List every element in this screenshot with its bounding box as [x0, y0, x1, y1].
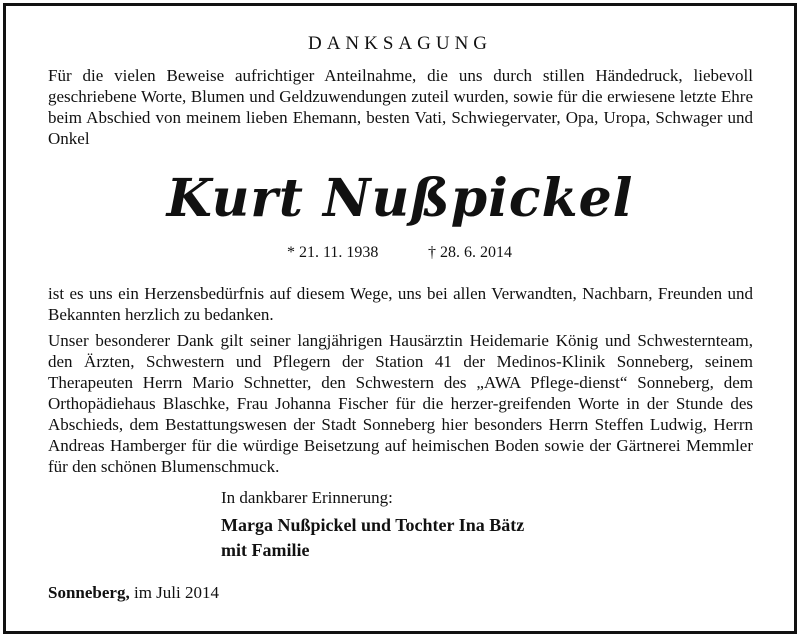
place-date-line — [48, 583, 219, 603]
birth-date: * 21. 11. 1938 — [287, 244, 379, 261]
signature-line-1: Marga Nußpickel und Tochter Ina Bätz — [221, 515, 525, 535]
signature-line-2: mit Familie — [221, 540, 310, 560]
special-thanks-paragraph: Unser besonderer Dank gilt seiner langjährigen Hausärztin Heidemarie König und Schwesternteam, den Ärzten, Schwestern und Pflegern der Station 41 der Medinos-Klinik Sonneberg, seinem Therapeuten Herrn Mario Schnetter, den Schwestern des „AWA Pflege-dienst“ Sonneberg, dem Orthopädiehaus Blaschke, Frau Johanna Fischer für die herzer-greifenden Worte in der Stunde des Abschieds, dem Bestattungswesen der Stadt Sonneberg hier besonders Herrn Steffen Ludwig, Herrn Andreas Hamberger für die würdige Beisetzung auf heimischen Boden sowie der Gärtnerei Memmler für den schönen Blumenschmuck. — [48, 331, 753, 476]
death-date: † 28. 6. 2014 — [428, 244, 512, 261]
deceased-name: Kurt Nußpickel — [166, 168, 634, 229]
place: Sonneberg, — [48, 583, 130, 602]
closing-phrase: In dankbarer Erinnerung: — [221, 488, 393, 507]
intro-paragraph: Für die vielen Beweise aufrichtiger Anteilnahme, die uns durch stillen Händedruck, liebevoll geschriebene Worte, Blumen und Geldzuwendungen zuteil wurden, sowie für die erwiesene letzte Ehre beim Abschied von meinem lieben Ehemann, besten Vati, Schwiegervater, Opa, Uropa, Schwager und Onkel — [48, 66, 753, 148]
notice-heading: DANKSAGUNG — [307, 33, 493, 54]
date: im Juli 2014 — [133, 583, 219, 602]
thanks-paragraph: ist es uns ein Herzensbedürfnis auf diesem Wege, uns bei allen Verwandten, Nachbarn, Freunden und Bekannten herzlich zu bedanken. — [48, 284, 753, 324]
